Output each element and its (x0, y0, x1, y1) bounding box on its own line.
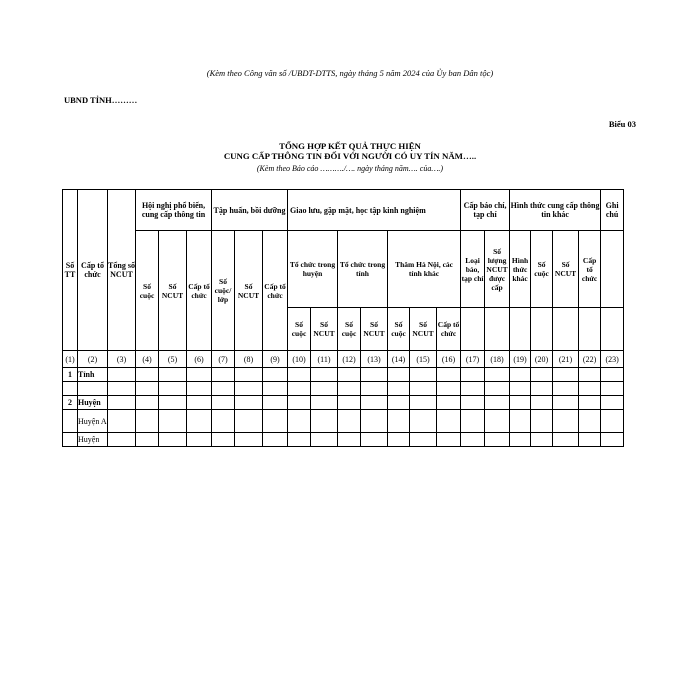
row-cap-to-chuc: Huyện (78, 433, 108, 447)
column-number: (7) (212, 351, 235, 368)
row-cap-to-chuc: Huyện A (78, 410, 108, 433)
table-row (63, 396, 624, 410)
column-number: (3) (108, 351, 136, 368)
header-tong-so-ncut: Tổng số NCUT (108, 190, 136, 351)
header-ghi-chu-sub (601, 231, 624, 308)
header-so-luong-ncut: Số lượng NCUT được cấp (485, 231, 510, 308)
column-number: (1) (63, 351, 78, 368)
header-hn-so-ncut: Số NCUT (159, 231, 187, 351)
header-huyen-so-ncut: Số NCUT (311, 308, 338, 351)
report-title (0, 141, 700, 161)
column-number: (6) (187, 351, 212, 368)
form-number: Biểu 03 (608, 119, 636, 129)
header-row-groups (63, 190, 624, 231)
header-hn-so-cuoc: Số cuộc (136, 231, 159, 351)
column-number: (8) (235, 351, 263, 368)
row-stt (63, 433, 78, 447)
column-number: (2) (78, 351, 108, 368)
header-blank (485, 308, 510, 351)
header-to-chuc-huyen: Tổ chức trong huyện (288, 231, 338, 308)
header-tinh-so-ncut: Số NCUT (361, 308, 388, 351)
header-giao-luu: Giao lưu, gặp mặt, học tập kinh nghiệm (288, 190, 461, 231)
column-number-row (63, 351, 624, 368)
header-tham-so-cuoc: Số cuộc (388, 308, 410, 351)
column-number: (22) (579, 351, 601, 368)
header-ht-cap-to-chuc: Cấp tổ chức (579, 231, 601, 308)
table-row (63, 433, 624, 447)
column-number: (18) (485, 351, 510, 368)
column-number: (5) (159, 351, 187, 368)
row-cap-to-chuc: Tỉnh (78, 368, 108, 382)
column-number: (17) (461, 351, 485, 368)
column-number: (12) (338, 351, 361, 368)
column-number: (13) (361, 351, 388, 368)
header-hinh-thuc-khac-group: Hình thức cung cấp thông tin khác (510, 190, 601, 231)
header-blank (579, 308, 601, 351)
header-blank (601, 308, 624, 351)
document-reference: (Kèm theo Công văn số /UBDT-DTTS, ngày tháng 5 năm 2024 của Ủy ban Dân tộc) (206, 68, 494, 78)
header-cap-to-chuc: Cấp tổ chức (78, 190, 108, 351)
header-blank (461, 308, 485, 351)
header-row-sub (63, 231, 624, 308)
column-number: (23) (601, 351, 624, 368)
column-number: (14) (388, 351, 410, 368)
column-number: (10) (288, 351, 311, 368)
row-cap-to-chuc: Huyện (78, 396, 108, 410)
row-stt (63, 410, 78, 433)
header-tham-cap-to-chuc: Cấp tổ chức (437, 308, 461, 351)
header-blank (510, 308, 531, 351)
header-loai-bao: Loại báo, tạp chí (461, 231, 485, 308)
header-ghi-chu: Ghi chú (601, 190, 624, 231)
header-hoi-nghi: Hội nghị phổ biến, cung cấp thông tin (136, 190, 212, 231)
column-number: (15) (410, 351, 437, 368)
column-number: (19) (510, 351, 531, 368)
column-number: (21) (553, 351, 579, 368)
header-blank (553, 308, 579, 351)
header-th-cap-to-chuc: Cấp tổ chức (263, 231, 288, 351)
row-stt: 1 (63, 368, 78, 382)
summary-table (62, 189, 624, 447)
row-stt (63, 382, 78, 396)
report-title-line2: CUNG CẤP THÔNG TIN ĐỐI VỚI NGƯỜI CÓ UY TÍN NĂM….. (223, 151, 477, 161)
header-tap-huan: Tập huấn, bồi dưỡng (212, 190, 288, 231)
header-blank (531, 308, 553, 351)
header-stt: Số TT (63, 190, 78, 351)
report-title-line1: TỔNG HỢP KẾT QUẢ THỰC HIỆN (279, 141, 421, 151)
column-number: (16) (437, 351, 461, 368)
table-row (63, 410, 624, 433)
header-th-so-ncut: Số NCUT (235, 231, 263, 351)
column-number: (9) (263, 351, 288, 368)
header-huyen-so-cuoc: Số cuộc (288, 308, 311, 351)
table-row (63, 368, 624, 382)
report-subtitle: (Kèm theo Báo cáo ………./…. ngày tháng năm…. của….) (256, 164, 444, 173)
row-cap-to-chuc (78, 382, 108, 396)
header-to-chuc-tinh: Tổ chức trong tỉnh (338, 231, 388, 308)
header-ht-so-cuoc: Số cuộc (531, 231, 553, 308)
header-th-so-cuoc-lop: Số cuộc/ lớp (212, 231, 235, 351)
header-hn-cap-to-chuc: Cấp tổ chức (187, 231, 212, 351)
header-tinh-so-cuoc: Số cuộc (338, 308, 361, 351)
column-number: (4) (136, 351, 159, 368)
table-row (63, 382, 624, 396)
header-hinh-thuc-khac: Hình thức khác (510, 231, 531, 308)
column-number: (11) (311, 351, 338, 368)
header-cap-bao-chi: Cấp báo chí, tạp chí (461, 190, 510, 231)
header-ht-so-ncut: Số NCUT (553, 231, 579, 308)
agency-name: UBND TỈNH……… (64, 95, 138, 105)
row-stt: 2 (63, 396, 78, 410)
column-number: (20) (531, 351, 553, 368)
header-tham-ha-noi: Thăm Hà Nội, các tỉnh khác (388, 231, 461, 308)
header-tham-so-ncut: Số NCUT (410, 308, 437, 351)
